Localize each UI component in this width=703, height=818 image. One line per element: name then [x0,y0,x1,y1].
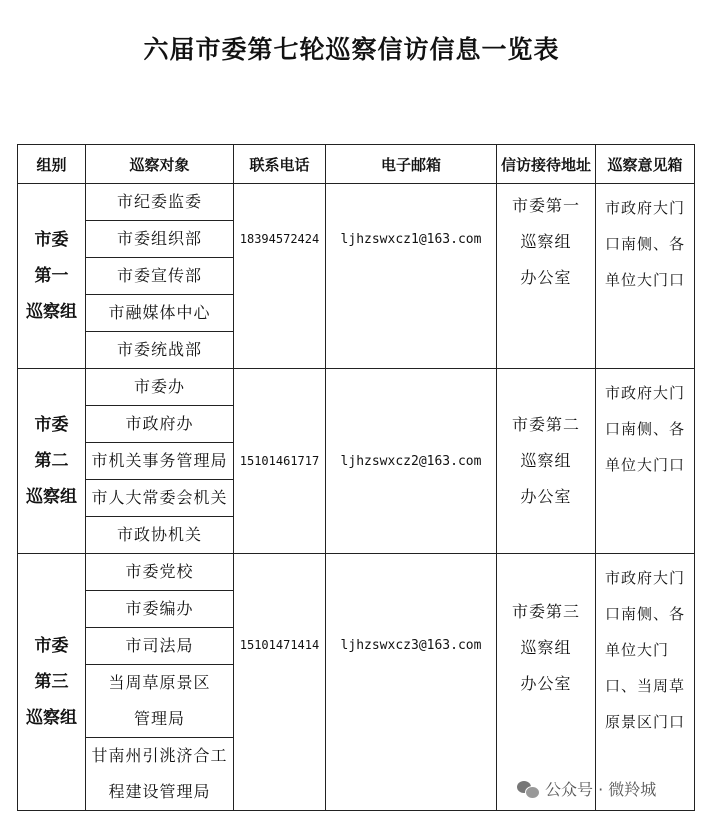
table-row [18,369,695,406]
address-cell: 市委第二 巡察组 办公室 [497,369,596,554]
header-address: 信访接待地址 [497,145,596,184]
watermark [517,777,656,800]
box-cell: 市政府大门 口南侧、各 单位大门口 [596,184,695,369]
email-cell[interactable]: ljhzswxcz1@163.com [326,184,497,369]
target-cell: 市委宣传部 [86,258,234,295]
info-table [17,144,695,811]
header-row [18,145,695,184]
header-target: 巡察对象 [86,145,234,184]
target-cell: 当周草原景区 管理局 [86,665,234,738]
table-row [18,184,695,221]
target-cell: 甘南州引洮济合工 程建设管理局 [86,738,234,811]
target-cell: 市委组织部 [86,221,234,258]
target-cell: 市委党校 [86,554,234,591]
header-phone: 联系电话 [234,145,326,184]
wechat-icon [517,781,539,797]
target-cell: 市机关事务管理局 [86,443,234,480]
group-name: 市委 第一 巡察组 [18,184,86,369]
address-cell: 市委第三 巡察组 办公室 [497,554,596,811]
group-name: 市委 第三 巡察组 [18,554,86,811]
watermark-text: 公众号 · 微羚城 [545,780,657,799]
box-cell: 市政府大门 口南侧、各 单位大门 口、当周草 原景区门口 [596,554,695,811]
target-cell: 市政协机关 [86,517,234,554]
header-email: 电子邮箱 [326,145,497,184]
header-group: 组别 [18,145,86,184]
target-cell: 市融媒体中心 [86,295,234,332]
header-box: 巡察意见箱 [596,145,695,184]
phone-cell: 18394572424 [234,184,326,369]
phone-cell: 15101471414 [234,554,326,811]
address-cell: 市委第一 巡察组 办公室 [497,184,596,369]
target-cell: 市政府办 [86,406,234,443]
target-cell: 市司法局 [86,628,234,665]
target-cell: 市委统战部 [86,332,234,369]
email-cell[interactable]: ljhzswxcz3@163.com [326,554,497,811]
email-cell[interactable]: ljhzswxcz2@163.com [326,369,497,554]
phone-cell: 15101461717 [234,369,326,554]
box-cell: 市政府大门 口南侧、各 单位大门口 [596,369,695,554]
target-cell: 市人大常委会机关 [86,480,234,517]
page-title: 六届市委第七轮巡察信访信息一览表 [143,35,560,64]
target-cell: 市委编办 [86,591,234,628]
table-row [18,554,695,591]
group-name: 市委 第二 巡察组 [18,369,86,554]
target-cell: 市委办 [86,369,234,406]
target-cell: 市纪委监委 [86,184,234,221]
